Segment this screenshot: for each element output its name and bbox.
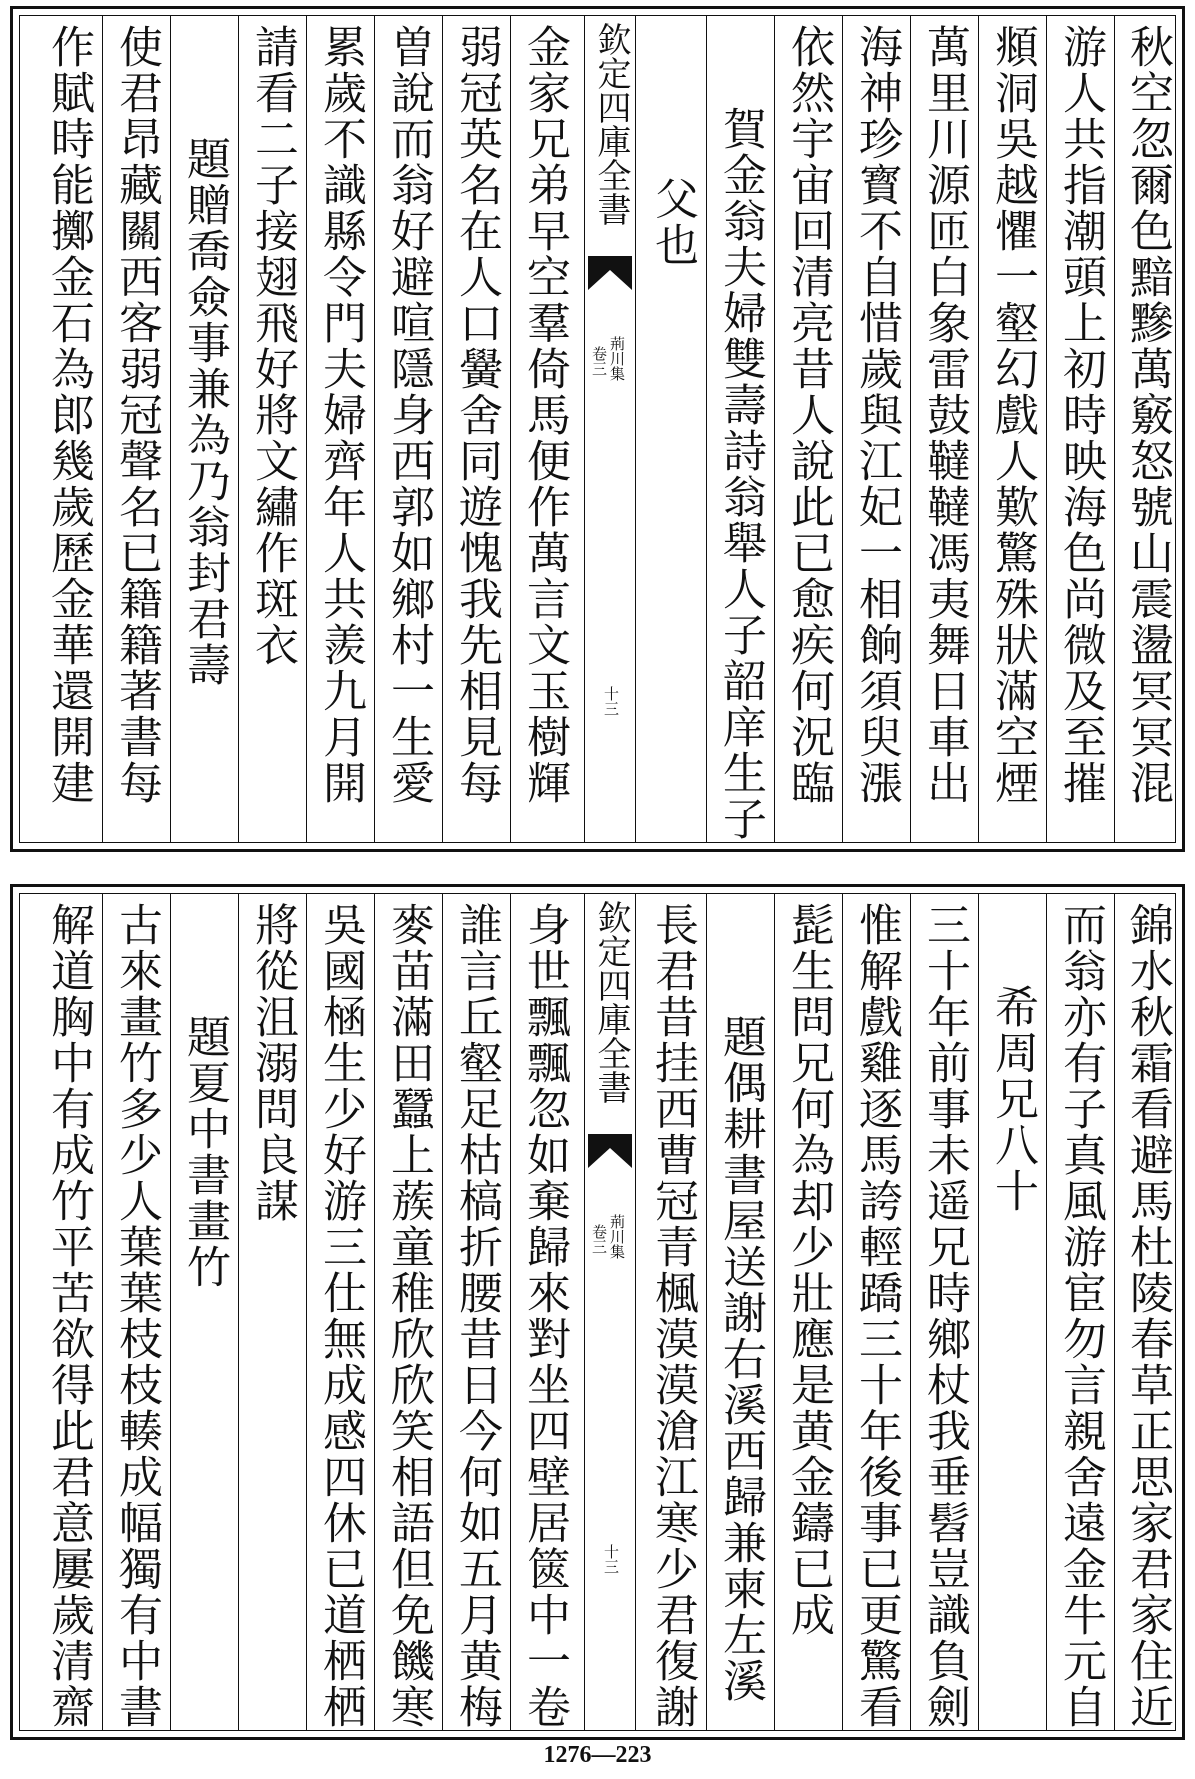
poem-title: 賀金翁夫婦雙壽詩翁舉人子韶庠生子 xyxy=(715,106,766,842)
library-title: 欽定四庫全書 xyxy=(591,22,631,226)
column-rule xyxy=(510,894,511,1730)
column-rule xyxy=(374,894,375,1730)
column-rule xyxy=(102,16,103,842)
column-rule xyxy=(1046,16,1047,842)
column-rule xyxy=(442,894,443,1730)
column-rule xyxy=(1046,894,1047,1730)
column-rule xyxy=(306,894,307,1730)
text-column: 海神珍寳不自惜歲與江妃一相餉須臾漲 xyxy=(851,24,902,806)
fish-tail-mark xyxy=(588,1134,632,1168)
text-column: 曽說而翁好避喧隱身西郭如鄉村一生愛 xyxy=(383,24,434,806)
column-rule xyxy=(842,894,843,1730)
poem-title: 題贈喬僉事兼為乃翁封君壽 xyxy=(179,136,230,688)
center-fold xyxy=(580,16,640,842)
text-column: 累歲不識縣令門夫婦齊年人共羨九月開 xyxy=(315,24,366,806)
column-rule xyxy=(1114,894,1115,1730)
top-page-frame xyxy=(19,15,1176,843)
volume-number: 卷三 xyxy=(590,346,608,376)
library-title: 欽定四庫全書 xyxy=(591,900,631,1104)
center-fold xyxy=(580,894,640,1730)
text-column: 麥苗滿田蠶上蔟童稚欣欣笑相語但免饑寒 xyxy=(383,902,434,1730)
volume-number: 卷三 xyxy=(590,1224,608,1254)
text-column: 吳國㮀生少好游三仕無成感四休已道栖栖 xyxy=(315,902,366,1730)
column-rule xyxy=(978,894,979,1730)
text-column: 髭生問兄何為却少壯應是黄金鑄已成 xyxy=(783,902,834,1638)
column-rule xyxy=(774,894,775,1730)
text-column: 父也 xyxy=(647,176,698,268)
text-column: 秋空忽爾色黯黲萬竅怒號山震盪冥冥混 xyxy=(1122,24,1173,806)
column-rule xyxy=(170,894,171,1730)
text-column: 萬里川源匝白象雷鼓韃韃馮夷舞日車出 xyxy=(919,24,970,806)
book-title: 荊川集 xyxy=(608,336,626,381)
text-column: 頫洞吳越懼一壑幻戲人歎驚殊狀滿空煙 xyxy=(987,24,1038,806)
text-column: 惟解戲雞逐馬誇輕蹻三十年後事已更驚看 xyxy=(851,902,902,1730)
column-rule xyxy=(774,16,775,842)
text-column: 解道胸中有成竹平苦欲得此君意屢歲清齋 xyxy=(43,902,94,1730)
book-title: 荊川集 xyxy=(608,1214,626,1259)
text-column: 而翁亦有子真風游宦勿言親舍遠金牛元自 xyxy=(1055,902,1106,1730)
text-column: 錦水秋霜看避馬杜陵春草正思家君家住近 xyxy=(1122,902,1173,1730)
text-column: 游人共指潮頭上初時映海色尚微及至摧 xyxy=(1055,24,1106,806)
text-column: 作賦時能擲金石為郎幾歲歷金華還開建 xyxy=(43,24,94,806)
column-rule xyxy=(102,894,103,1730)
text-column: 古來畫竹多少人葉葉枝枝輳成幅獨有中書 xyxy=(111,902,162,1730)
column-rule xyxy=(374,16,375,842)
column-rule xyxy=(170,16,171,842)
bottom-page-frame xyxy=(19,893,1176,1731)
text-column: 金家兄弟早空羣倚馬便作萬言文玉樹輝 xyxy=(519,24,570,806)
text-column: 使君昂藏關西客弱冠聲名已籍籍著書每 xyxy=(111,24,162,806)
column-rule xyxy=(910,894,911,1730)
text-column: 弱冠英名在人口黌舍同遊愧我先相見每 xyxy=(451,24,502,806)
page-number: 十三 xyxy=(602,686,620,716)
text-column: 請看二子接翅飛好將文繡作斑衣 xyxy=(247,24,298,668)
text-column: 身世飄飄忽如棄歸來對坐四壁居篋中一卷 xyxy=(519,902,570,1730)
column-rule xyxy=(238,894,239,1730)
column-rule xyxy=(1114,16,1115,842)
text-column: 三十年前事未遥兄時鄉杖我垂髫豈識負劍 xyxy=(919,902,970,1730)
text-column: 依然宇宙回清亮昔人說此已愈疾何況臨 xyxy=(783,24,834,806)
column-rule xyxy=(706,894,707,1730)
text-column: 誰言丘壑足枯槁折腰昔日今何如五月黄梅 xyxy=(451,902,502,1730)
column-rule xyxy=(238,16,239,842)
column-rule xyxy=(442,16,443,842)
page-number: 十三 xyxy=(602,1544,620,1574)
column-rule xyxy=(510,16,511,842)
text-column: 長君昔挂西曹冠青楓漠漠滄江寒少君復謝 xyxy=(647,902,698,1730)
fish-tail-mark xyxy=(588,256,632,290)
top-page-panel xyxy=(10,6,1185,852)
text-column: 將從沮溺問良謀 xyxy=(247,902,298,1224)
bottom-page-panel xyxy=(10,884,1185,1740)
column-rule xyxy=(306,16,307,842)
poem-title: 題夏中書畫竹 xyxy=(179,1014,230,1290)
column-rule xyxy=(910,16,911,842)
poem-title: 希周兄八十 xyxy=(987,984,1038,1214)
column-rule xyxy=(842,16,843,842)
poem-title: 題偶耕書屋送謝右溪西歸兼柬左溪 xyxy=(715,1014,766,1704)
column-rule xyxy=(706,16,707,842)
page-footer-number: 1276—223 xyxy=(543,1742,652,1768)
column-rule xyxy=(978,16,979,842)
